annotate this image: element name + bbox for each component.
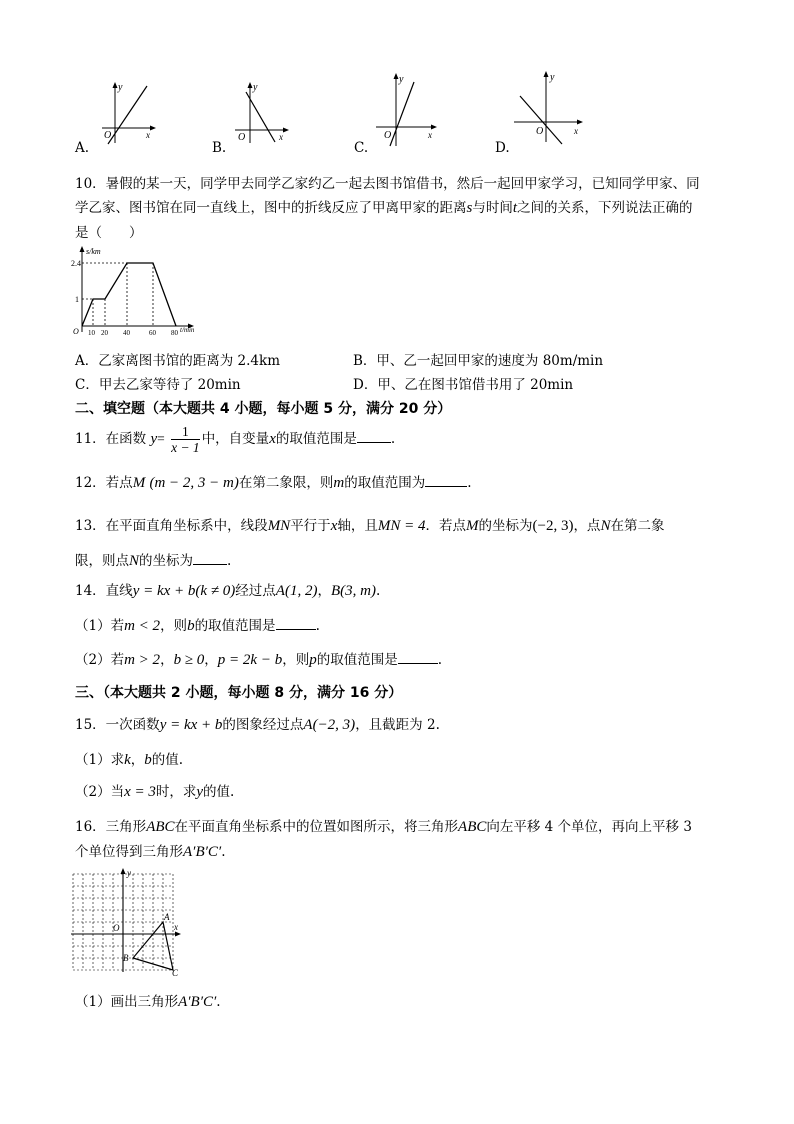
q10-option-a[interactable]: A．乙家离图书馆的距离为 2.4km <box>75 353 280 369</box>
q11: 11．在函数 y= $\frac{1}{x - 1}$ 中，自变量x的取值范围是 . <box>75 424 396 455</box>
q15: 15．一次函数y = kx + b的图象经过点A(−2, 3)，且截距为 2. <box>75 717 440 733</box>
q9-b-x-label: x <box>279 132 283 142</box>
q9-a-origin: O <box>104 130 112 141</box>
q10-y-tick-1: 1 <box>75 295 79 304</box>
q9-option-b-letter[interactable]: B. <box>212 140 227 156</box>
q10-y-axis-label: s/km <box>86 247 101 256</box>
q9-d-y-label: y <box>550 72 555 83</box>
q16-point-b: B <box>123 953 129 963</box>
q10-x-axis-label: t/min <box>180 326 195 334</box>
q14: 14．直线y = kx + b(k ≠ 0)经过点A(1, 2)，B(3, m). <box>75 583 381 599</box>
q16-point-a: A <box>164 912 170 922</box>
q16-grid-figure <box>68 868 188 976</box>
section-3-title: 三、（本大题共 2 小题，每小题 8 分，满分 16 分） <box>75 685 403 701</box>
q16-line2: 个单位得到三角形A′B′C′. <box>75 844 226 860</box>
q14-2-answer-blank[interactable] <box>398 651 438 664</box>
q14-part2: （2）若m > 2，b ≥ 0，p = 2k − b，则p的取值范围是 . <box>75 652 442 668</box>
q9-a-x-label: x <box>146 130 150 140</box>
q11-fraction: $\frac{1}{x - 1}$ <box>171 424 200 455</box>
q16-x-label: x <box>174 922 178 932</box>
q9-c-origin: O <box>384 130 392 141</box>
q9-graph-b <box>233 80 293 146</box>
q16-point-c: C <box>172 968 179 976</box>
q10-distance-time-graph <box>70 244 210 336</box>
q9-c-x-label: x <box>428 130 432 140</box>
q9-option-a-letter[interactable]: A. <box>75 140 90 156</box>
q16-part1: （1）画出三角形A′B′C′. <box>75 994 221 1010</box>
q10-x-tick-10: 10 <box>88 329 95 336</box>
q16-origin: O <box>113 923 120 933</box>
q13-line2: 限，则点N的坐标为 . <box>75 553 232 569</box>
q10-origin: O <box>73 327 79 336</box>
q9-b-y-label: y <box>253 82 258 93</box>
q9-d-x-label: x <box>574 126 578 136</box>
q13-answer-blank[interactable] <box>193 552 227 565</box>
q10-text-line2: 学乙家、图书馆在同一直线上，图中的折线反应了甲离甲家的距离s与时间t之间的关系，下列说法正确的 <box>75 200 693 216</box>
q9-b-origin: O <box>238 132 246 143</box>
q9-graph-d <box>512 68 588 146</box>
q10-x-tick-60: 60 <box>149 329 156 336</box>
q9-d-origin: O <box>536 126 544 137</box>
q10-y-tick-2.4: 2.4 <box>71 259 81 268</box>
q10-option-b[interactable]: B．甲、乙一起回甲家的速度为 80m/min <box>353 353 604 369</box>
q14-1-answer-blank[interactable] <box>276 617 316 630</box>
q10-x-tick-20: 20 <box>101 329 108 336</box>
q16-y-label: y <box>127 868 131 878</box>
q9-graph-c <box>374 70 440 148</box>
q11-answer-blank[interactable] <box>357 430 391 443</box>
q14-part1: （1）若m < 2，则b的取值范围是 . <box>75 618 320 634</box>
q12-answer-blank[interactable] <box>425 474 467 487</box>
q10-x-tick-40: 40 <box>123 329 130 336</box>
q10-option-c[interactable]: C．甲去乙家等待了 20min <box>75 377 241 393</box>
q12: 12．若点M (m − 2, 3 − m)在第二象限，则m的取值范围为 . <box>75 475 472 491</box>
q9-c-y-label: y <box>399 74 404 85</box>
q16-line1: 16．三角形ABC在平面直角坐标系中的位置如图所示，将三角形ABC向左平移 4 个单位，再向上平移 3 <box>75 819 692 835</box>
q10-text-line1: 10．暑假的某一天，同学甲去同学乙家约乙一起去图书馆借书，然后一起回甲家学习，已知同学甲家、同 <box>75 176 700 192</box>
section-2-title: 二、填空题（本大题共 4 小题，每小题 5 分，满分 20 分） <box>75 401 452 417</box>
q15-part2: （2）当x = 3时，求y的值. <box>75 784 235 800</box>
q15-part1: （1）求k，b的值. <box>75 752 184 768</box>
q10-x-tick-80: 80 <box>171 329 178 336</box>
q9-option-d-letter[interactable]: D. <box>495 140 510 156</box>
q13-line1: 13．在平面直角坐标系中，线段MN平行于x轴，且MN = 4．若点M的坐标为(−2, 3)，点N在第二象 <box>75 518 665 534</box>
q9-a-y-label: y <box>118 82 123 93</box>
q10-text-line3: 是（ ） <box>75 225 143 241</box>
q9-graph-a <box>100 80 160 146</box>
q10-option-d[interactable]: D．甲、乙在图书馆借书用了 20min <box>353 377 574 393</box>
q9-option-c-letter[interactable]: C. <box>354 140 369 156</box>
